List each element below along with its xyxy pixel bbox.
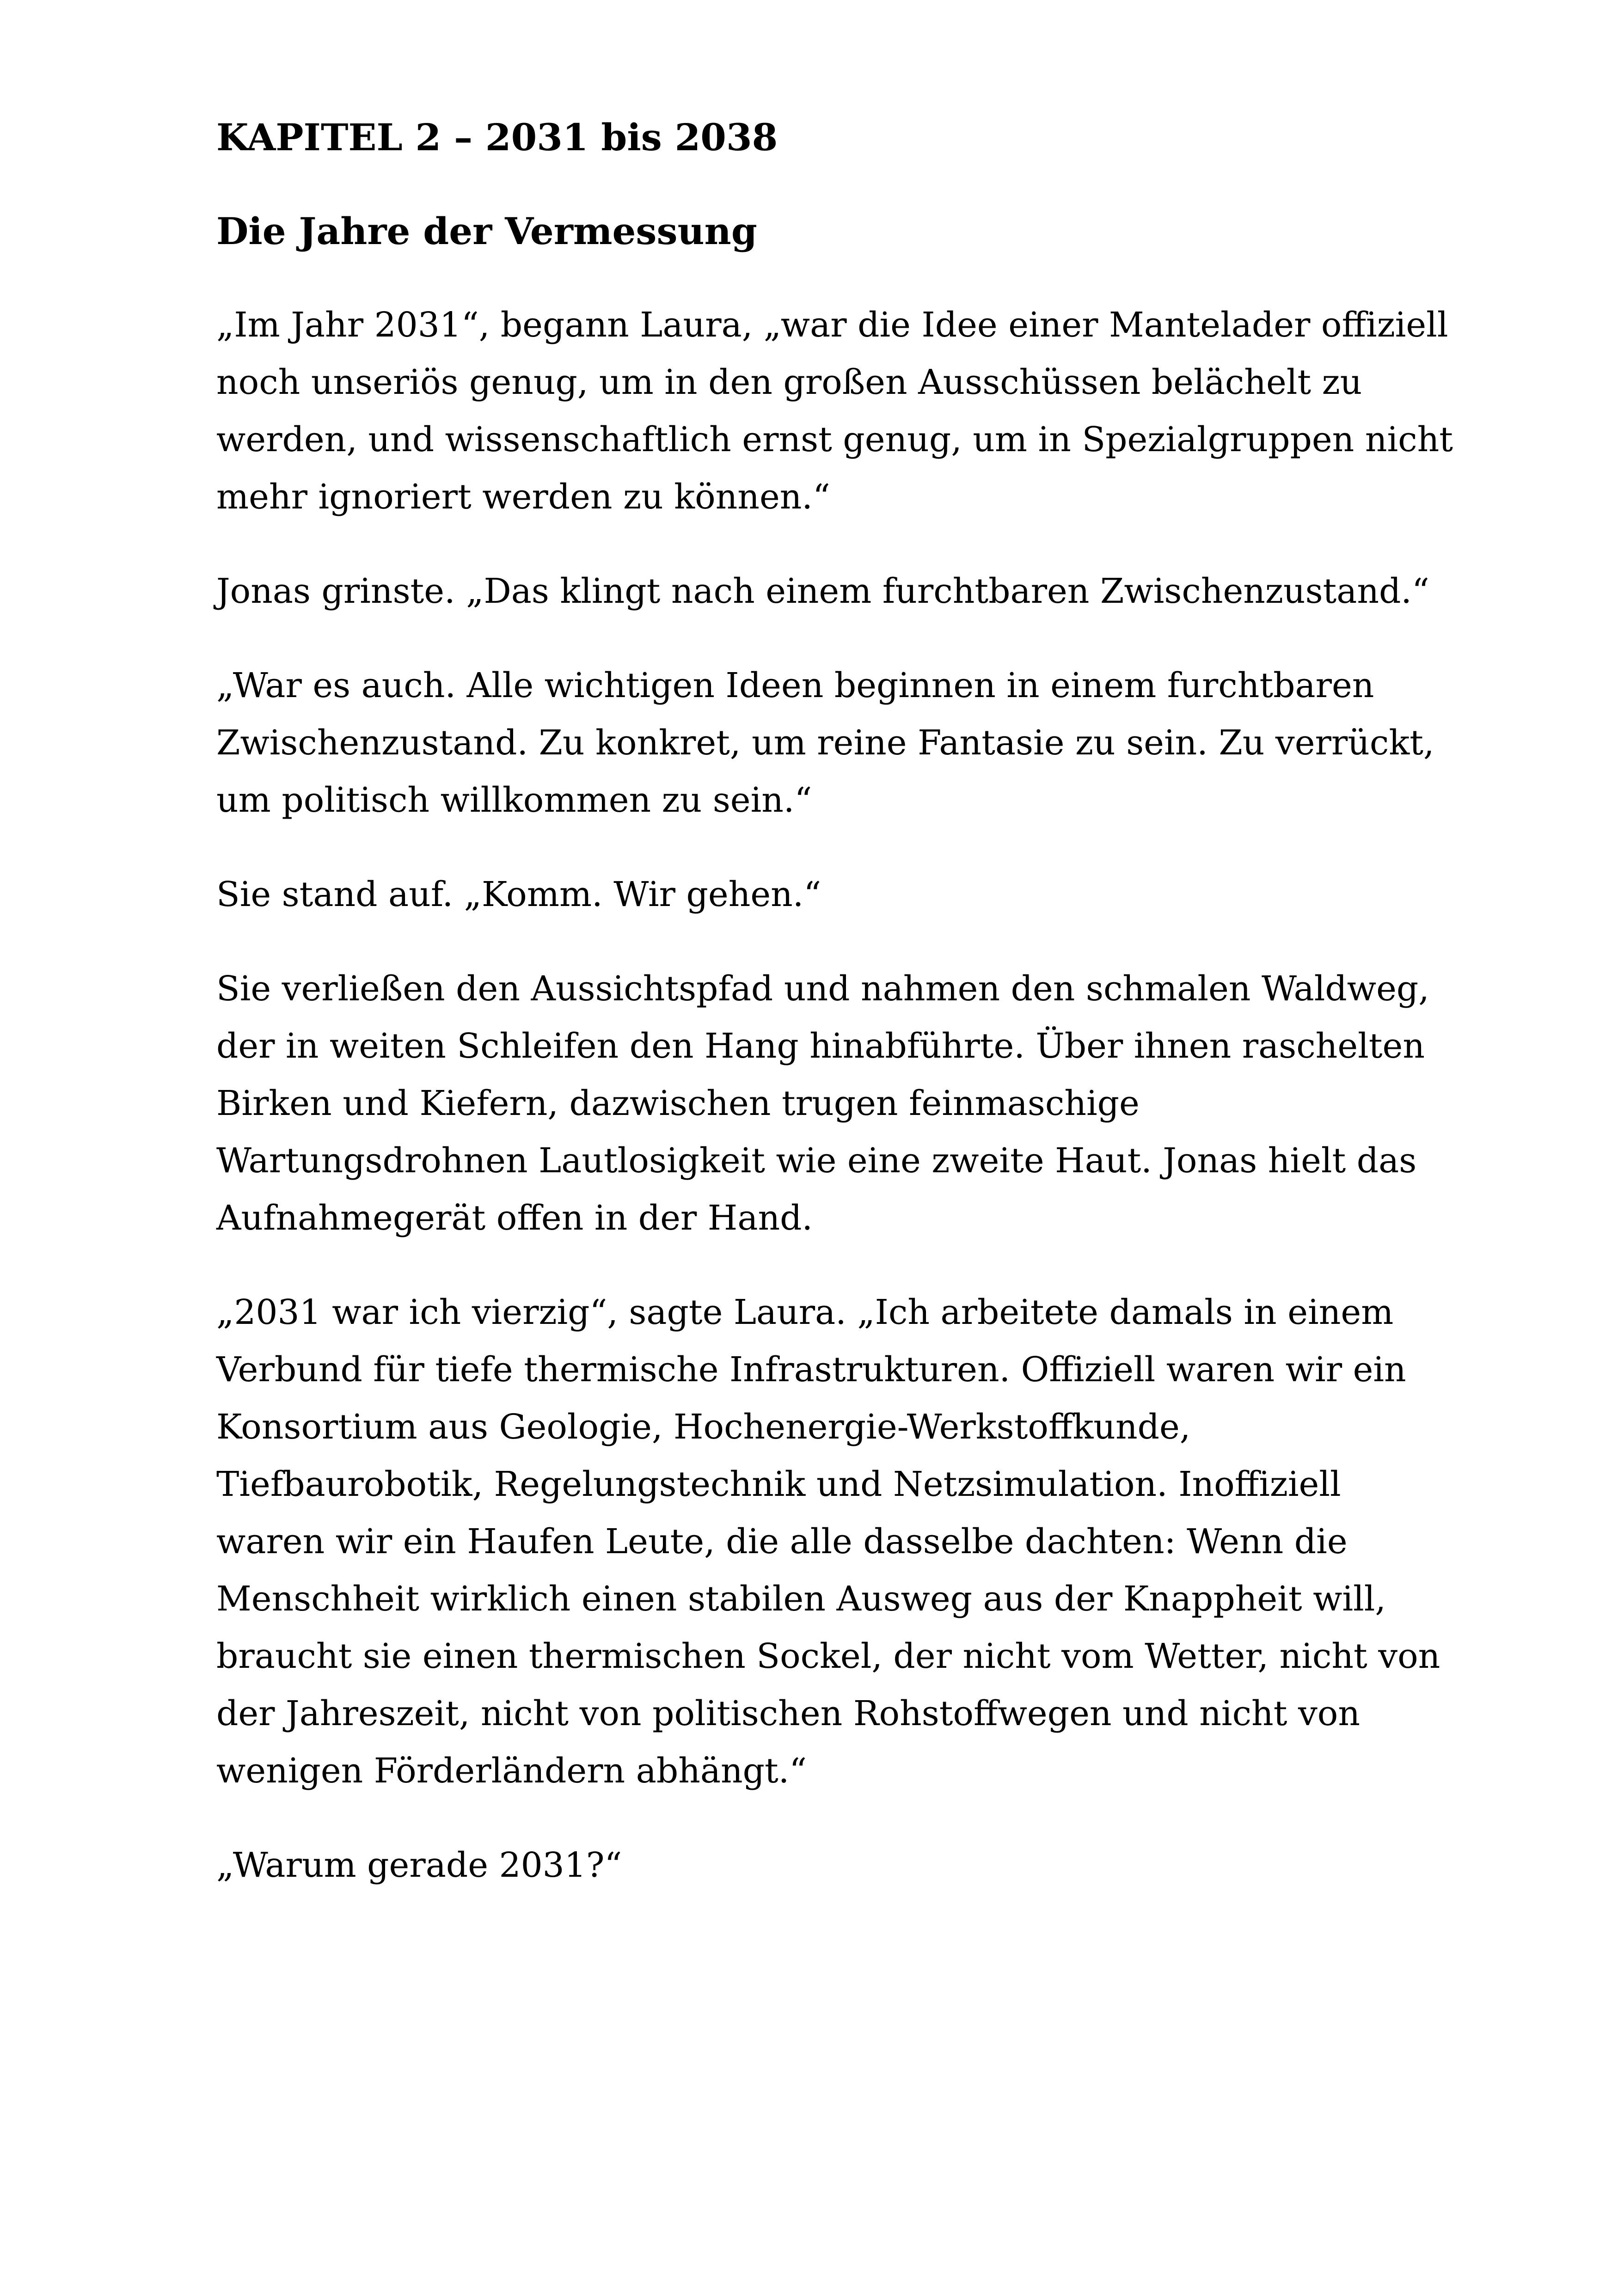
paragraph-line: waren wir ein Haufen Leute, die alle dasselbe dachten: Wenn die xyxy=(216,1522,1348,1561)
paragraph-line: mehr ignoriert werden zu können.“ xyxy=(216,477,830,517)
paragraph-line: Aufnahmegerät offen in der Hand. xyxy=(216,1198,813,1238)
paragraph-line: der Jahreszeit, nicht von politischen Rohstoffwegen und nicht von xyxy=(216,1694,1360,1733)
paragraph-line: „War es auch. Alle wichtigen Ideen beginnen in einem furchtbaren xyxy=(216,666,1374,705)
paragraph-line: noch unseriös genug, um in den großen Ausschüssen belächelt zu xyxy=(216,362,1362,402)
document-page xyxy=(216,109,1529,1931)
paragraph-6 xyxy=(216,1284,1529,1800)
paragraph-line: Konsortium aus Geologie, Hochenergie-Werkstoffkunde, xyxy=(216,1407,1191,1447)
paragraph-line: Verbund für tiefe thermische Infrastrukturen. Offiziell waren wir ein xyxy=(216,1350,1406,1390)
paragraph-line: Zwischenzustand. Zu konkret, um reine Fantasie zu sein. Zu verrückt, xyxy=(216,723,1434,763)
paragraph-3 xyxy=(216,657,1529,829)
paragraph-line: Sie verließen den Aussichtspfad und nahmen den schmalen Waldweg, xyxy=(216,969,1429,1009)
paragraph-1 xyxy=(216,296,1529,526)
paragraph-line: „Im Jahr 2031“, begann Laura, „war die Idee einer Mantelader offiziell xyxy=(216,305,1448,345)
paragraph-line: Jonas grinste. „Das klingt nach einem furchtbaren Zwischenzustand.“ xyxy=(216,571,1429,611)
paragraph-line: Tiefbaurobotik, Regelungstechnik und Netzsimulation. Inoffiziell xyxy=(216,1464,1341,1504)
paragraph-line: um politisch willkommen zu sein.“ xyxy=(216,780,812,820)
paragraph-line: werden, und wissenschaftlich ernst genug, um in Spezialgruppen nicht xyxy=(216,420,1453,459)
paragraph-line: Wartungsdrohnen Lautlosigkeit wie eine zweite Haut. Jonas hielt das xyxy=(216,1141,1417,1181)
paragraph-2 xyxy=(216,563,1529,620)
paragraph-line: Sie stand auf. „Komm. Wir gehen.“ xyxy=(216,875,821,914)
paragraph-line: Birken und Kiefern, dazwischen trugen feinmaschige xyxy=(216,1084,1140,1123)
paragraph-5 xyxy=(216,960,1529,1247)
paragraph-line: „Warum gerade 2031?“ xyxy=(216,1845,622,1885)
paragraph-line: wenigen Förderländern abhängt.“ xyxy=(216,1751,807,1791)
paragraph-line: Menschheit wirklich einen stabilen Ausweg aus der Knappheit will, xyxy=(216,1579,1386,1619)
paragraph-4 xyxy=(216,866,1529,923)
paragraph-line: „2031 war ich vierzig“, sagte Laura. „Ich arbeitete damals in einem xyxy=(216,1292,1394,1332)
section-title: Die Jahre der Vermessung xyxy=(216,209,757,253)
chapter-title: KAPITEL 2 – 2031 bis 2038 xyxy=(216,116,778,159)
paragraph-line: der in weiten Schleifen den Hang hinabführte. Über ihnen raschelten xyxy=(216,1026,1425,1066)
paragraph-7 xyxy=(216,1837,1529,1894)
paragraph-line: braucht sie einen thermischen Sockel, der nicht vom Wetter, nicht von xyxy=(216,1636,1440,1676)
